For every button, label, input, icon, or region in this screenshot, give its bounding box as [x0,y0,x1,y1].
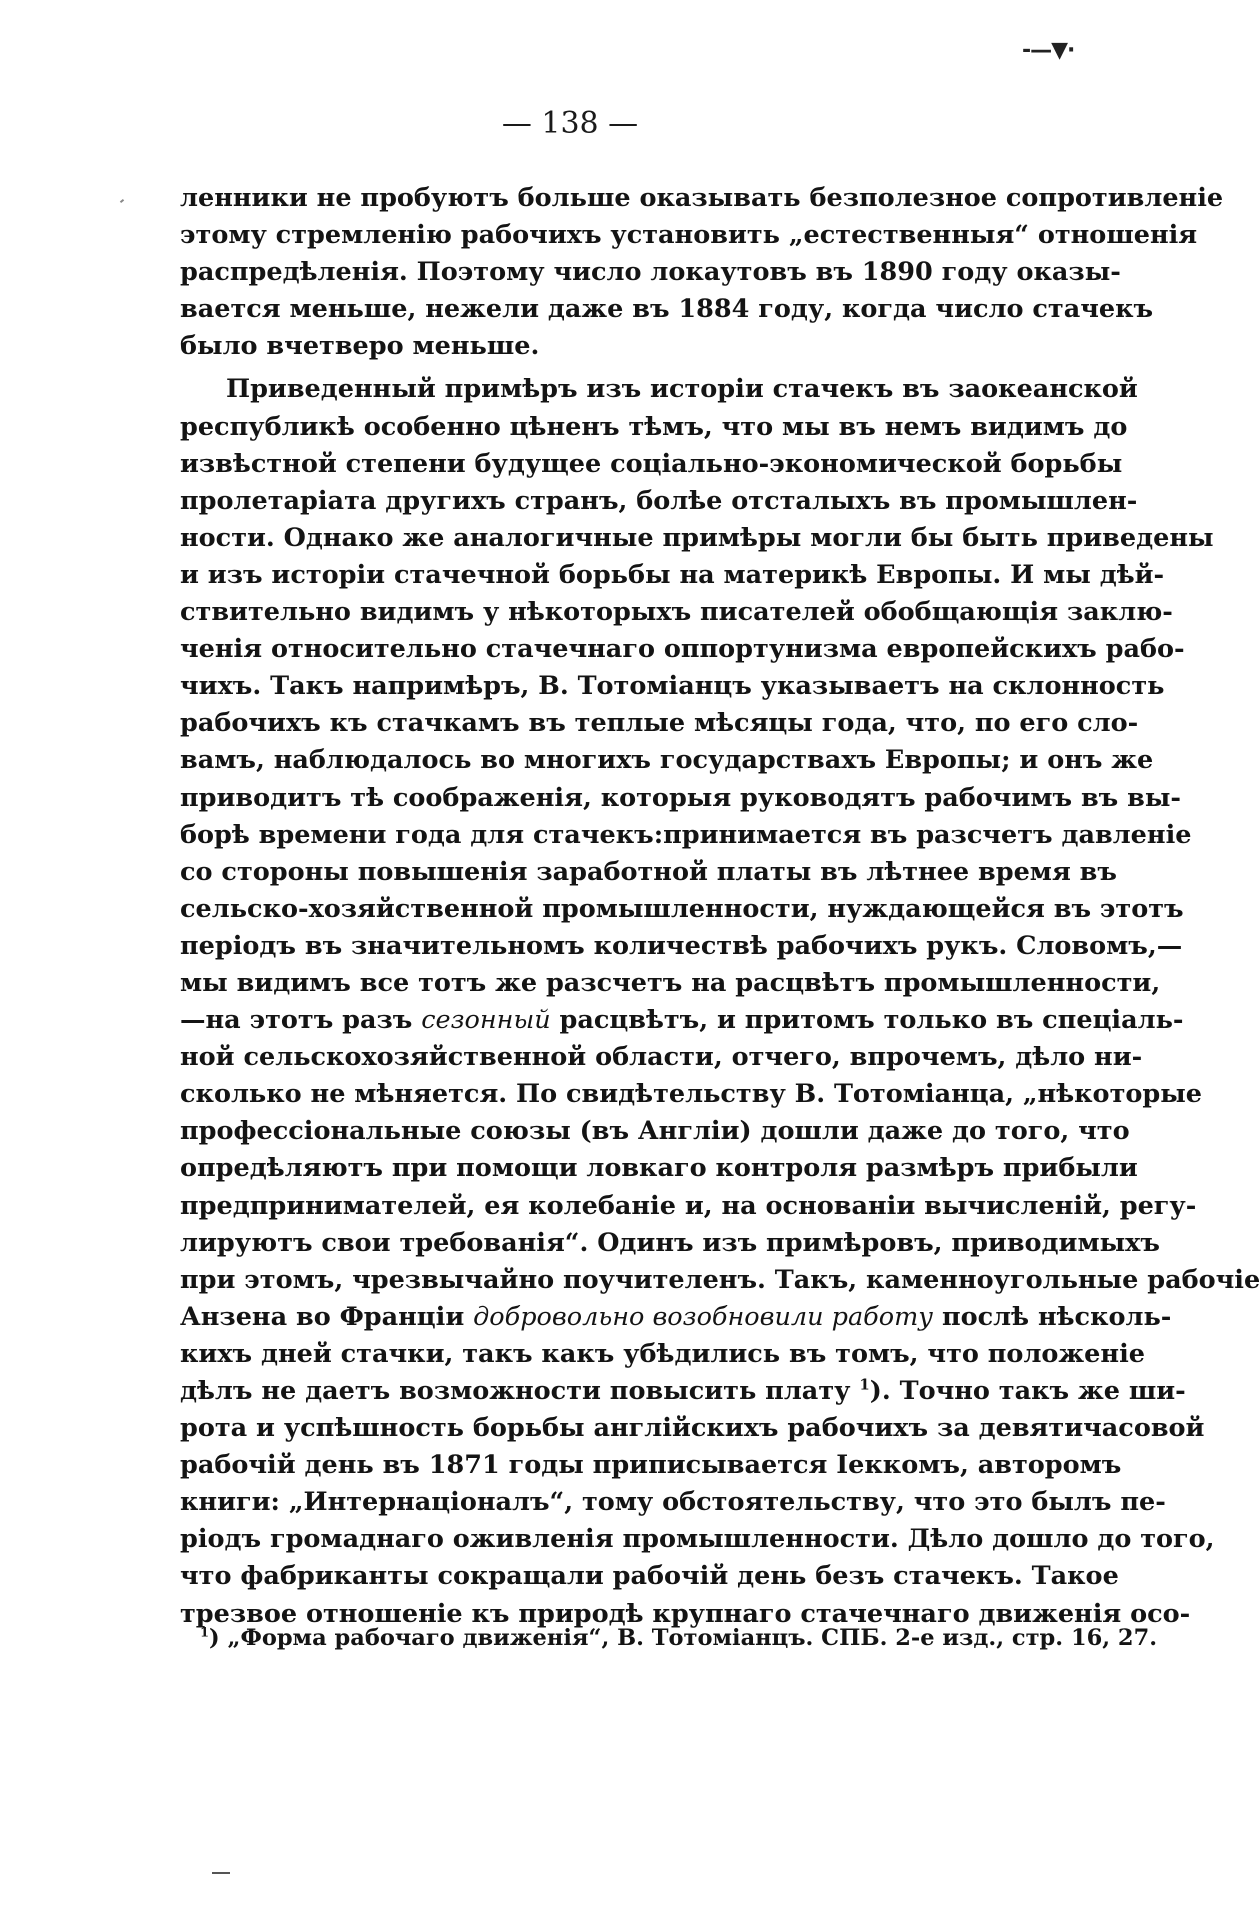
text-line: рабочій день въ 1871 годы приписывается Іеккомъ, авторомъ [180,1450,1122,1481]
text-line: республикѣ особенно цѣненъ тѣмъ, что мы въ немъ видимъ до [180,411,1128,442]
text-line: извѣстной степени будущее соціально-экономической борьбы [180,448,1123,479]
text-line: періодъ въ значительномъ количествѣ рабочихъ рукъ. Словомъ,— [180,930,1183,961]
bottom-scan-mark [212,1872,230,1874]
text-line: сельско-хозяйственной промышленности, нуждающейся въ этотъ [180,893,1184,924]
footnote [200,1620,1158,1656]
text-line: распредѣленія. Поэтому число локаутовъ въ 1890 году оказы- [180,257,1121,288]
text-line: борѣ времени года для стачекъ:принимается въ разсчетъ давленіе [180,819,1192,850]
text-line: Приведенный примѣръ изъ исторіи стачекъ въ заокеанской [226,374,1138,405]
text-line: книги: „Интернаціоналъ“, тому обстоятельству, что это былъ пе- [180,1487,1166,1518]
text-line: мы видимъ все тотъ же разсчетъ на расцвѣтъ промышленности, [180,967,1161,998]
text-line: рабочихъ къ стачкамъ въ теплые мѣсяцы года, что, по его сло- [180,708,1139,739]
page-number: — 138 — [501,106,639,141]
text-line: со стороны повышенія заработной платы въ лѣтнее время въ [180,856,1117,887]
text-segment: дѣлъ не даетъ возможности повысить плату [180,1376,860,1406]
text-line: ченія относительно стачечнаго оппортунизма европейскихъ рабо- [180,634,1185,665]
text-line: ствительно видимъ у нѣкоторыхъ писателей обобщающія заклю- [180,597,1173,628]
text-line: ленники не пробуютъ больше оказывать безполезное сопротивленіе [180,183,1224,213]
text-segment: ). Точно такъ же ши- [869,1376,1186,1406]
italic-phrase: добровольно возобновили работу [473,1301,934,1332]
text-line: ности. Однако же аналогичные примѣры могли бы быть приведены [180,522,1214,553]
text-segment: —на этотъ разъ [180,1005,422,1036]
text-line: вается меньше, нежели даже въ 1884 году, когда число стачекъ [180,294,1154,325]
text-line: приводитъ тѣ соображенія, которыя руководятъ рабочимъ въ вы- [180,782,1181,813]
text-line: опредѣляютъ при помощи ловкаго контроля размѣръ прибыли [180,1153,1138,1184]
text-line: вамъ, наблюдалось во многихъ государствахъ Европы; и онъ же [180,745,1154,776]
text-segment: Анзена во Франціи [180,1301,474,1332]
text-line: чихъ. Такъ напримѣръ, В. Тотоміанцъ указываетъ на склонность [180,671,1165,702]
text-line: сколько не мѣняется. По свидѣтельству В. Тотоміанца, „нѣкоторые [180,1079,1202,1110]
text-line: и изъ исторіи стачечной борьбы на материкѣ Европы. И мы дѣй- [180,559,1165,590]
text-line [180,1002,1184,1039]
footnote-marker: 1 [200,1625,210,1641]
text-line: профессіональные союзы (въ Англіи) дошли даже до того, что [180,1116,1130,1147]
body-text [180,180,1260,1633]
text-line: рота и успѣшность борьбы англійскихъ рабочихъ за девятичасовой [180,1413,1205,1444]
text-line: при этомъ, чрезвычайно поучителенъ. Такъ, каменноугольные рабочіе [180,1264,1260,1295]
footnote-text: ) „Форма рабочаго движенія“, В. Тотоміанцъ. СПБ. 2-е изд., стр. 16, 27. [209,1625,1158,1651]
text-line [180,1299,1172,1336]
corner-scan-mark: -—▼· [1022,38,1075,63]
text-line: ріодъ громаднаго оживленія промышленности. Дѣло дошло до того, [180,1524,1215,1555]
text-line: что фабриканты сокращали рабочій день безъ стачекъ. Такое [180,1561,1119,1592]
text-line: было вчетверо меньше. [180,331,540,362]
text-line [180,1373,1186,1410]
text-line: ной сельскохозяйственной области, отчего, впрочемъ, дѣло ни- [180,1042,1143,1073]
footnote-reference: 1 [859,1375,870,1394]
text-line: кихъ дней стачки, такъ какъ убѣдились въ томъ, что положеніе [180,1338,1145,1369]
italic-term: сезонный [421,1005,551,1036]
text-segment: расцвѣтъ, и притомъ только въ спеціаль- [550,1005,1184,1036]
text-line: лируютъ свои требованія“. Одинъ изъ примѣровъ, приводимыхъ [180,1227,1160,1258]
text-line: пролетаріата другихъ странъ, болѣе отсталыхъ въ промышлен- [180,485,1138,516]
text-line: этому стремленію рабочихъ установить „естественныя“ отношенія [180,220,1198,251]
text-line: трезвое отношеніе къ природѣ крупнаго стачечнаго движенія осо- [180,1598,1191,1629]
margin-speck [120,199,124,203]
text-line: предпринимателей, ея колебаніе и, на основаніи вычисленій, регу- [180,1190,1197,1221]
text-segment: послѣ нѣсколь- [933,1301,1172,1332]
